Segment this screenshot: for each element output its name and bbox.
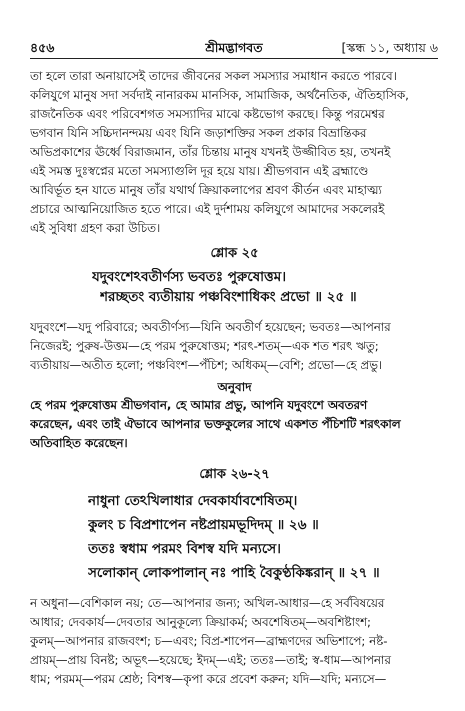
synonyms-line: ধাম; পরমম্—পরম শ্রেষ্ঠ; বিশস্ব—কৃপা করে প্রবেশ করুন; যদি—যদি; মন্যসে—: [30, 672, 387, 686]
synonyms-line: যদুবংশে—যদু পরিবারে; অবতীর্ণস্য—যিনি অবতীর্ণ হয়েছেন; ভবতঃ—আপনার: [30, 320, 391, 334]
verse-heading: শ্লোক ২৫: [210, 246, 259, 261]
purport-line: কলিযুগে মানুষ সদা সর্বদাই নানারকম মানসিক, সামাজিক, অর্থনৈতিক, ঐতিহাসিক,: [30, 88, 409, 102]
purport-line: এই সমস্ত দুঃস্বপ্নের মতো সমস্যাগুলি দূর হয়ে যায়। শ্রীভগবান এই ব্রহ্মাণ্ডে: [30, 164, 369, 178]
purport-line: আবির্ভূত হন যাতে মানুষ তাঁর যথার্থ ক্রিয়াকলাপের শ্রবণ কীর্তন এবং মাহাত্ম্য: [30, 183, 382, 197]
book-title: শ্রীমদ্ভাগবত: [205, 40, 263, 55]
purport-line: তা হলে তারা অনায়াসেই তাদের জীবনের সকল সমস্যার সমাধান করতে পারবে।: [30, 69, 397, 83]
purport-line: রাজনৈতিক এবং পরিবেশগত সমস্যাদির মাঝে কষ্টভোগ করছে। কিন্তু পরমেশ্বর: [30, 107, 385, 121]
translation-heading: অনুবাদ: [217, 380, 252, 394]
synonyms-line: প্রায়ম্—প্রায় বিনষ্ট; অভূৎ—হয়েছে; ইদম্—এই; ততঃ—তাই; স্ব-ধাম—আপনার: [30, 653, 391, 667]
synonyms-line: ন অধুনা—বেশিকাল নয়; তে—আপনার জন্য; অখিল-আধার—হে সর্ববিষয়ের: [30, 596, 385, 610]
synonyms-line: কুলম্—আপনার রাজবংশ; চ—এবং; বিপ্র-শাপেন—ব্রাহ্মণদের অভিশাপে; নষ্ট-: [30, 634, 388, 648]
verse-line: শরচ্ছতং ব্যতীয়ায় পঞ্চবিংশাধিকং প্রভো ॥ ২৫ ॥: [100, 289, 357, 305]
verse-line: নাধুনা তেঽখিলাধার দেবকার্যাবশেষিতম্।: [88, 493, 298, 509]
purport-line: প্রচারে আত্মনিয়োজিত হতে পারে। এই দুর্দশাময় কলিযুগে আমাদের সকলেরই: [30, 202, 385, 216]
page-number: ৪৫৬: [30, 40, 55, 55]
synonyms-line: ব্যতীয়ায়—অতীত হলো; পঞ্চবিংশ—পঁচিশ; অধিকম্—বেশি; প্রভো—হে প্রভু।: [30, 358, 383, 372]
verse-heading: শ্লোক ২৬-২৭: [199, 467, 270, 482]
verse-line: সলোকান্ লোকপালান্ নঃ পাহি বৈকুণ্ঠকিঙ্করান্ ॥ ২৭ ॥: [88, 565, 380, 581]
header-rule: [30, 58, 438, 59]
purport-line: এই সুবিধা গ্রহণ করা উচিত।: [30, 221, 161, 235]
translation-line: অতিবাহিত করেছেন।: [30, 436, 128, 450]
synonyms-line: নিজেরই; পুরুষ-উত্তম—হে পরম পুরুষোত্তম; শরৎ-শতম্—এক শত শরৎ ঋতু;: [30, 339, 379, 353]
purport-line: ভগবান যিনি সচ্চিদানন্দময় এবং যিনি জড়াশক্তির সকল প্রকার বিভ্রান্তিকর: [30, 126, 367, 140]
translation-line: হে পরম পুরুষোত্তম শ্রীভগবান, হে আমার প্রভু, আপনি যদুবংশে অবতরণ: [30, 398, 368, 412]
synonyms-line: আধার; দেবকার্য—দেবতার আনুকূল্যে ক্রিয়াকর্ম; অবশেষিতম্—অবশিষ্টাংশ;: [30, 615, 372, 629]
page-header: [30, 40, 438, 58]
chapter-reference: [স্কন্ধ ১১, অধ্যায় ৬: [341, 40, 438, 55]
translation-line: করেছেন, এবং তাই ঐভাবে আপনার ভক্তকুলের সাথে একশত পঁচিশটি শরৎকাল: [30, 417, 401, 431]
verse-line: যদুবংশেঽবতীর্ণস্য ভবতঃ পুরুষোত্তম।: [92, 269, 287, 285]
verse-line: ততঃ স্বধাম পরমং বিশস্ব যদি মন্যসে।: [88, 541, 281, 557]
verse-line: কুলং চ বিপ্রশাপেন নষ্টপ্রায়মভূদিদম্ ॥ ২৬ ॥: [88, 517, 319, 533]
purport-line: অভিপ্রকাশের ঊর্ধ্বে বিরাজমান, তাঁর চিন্তায় মানুষ যখনই উজ্জীবিত হয়, তখনই: [30, 145, 391, 159]
